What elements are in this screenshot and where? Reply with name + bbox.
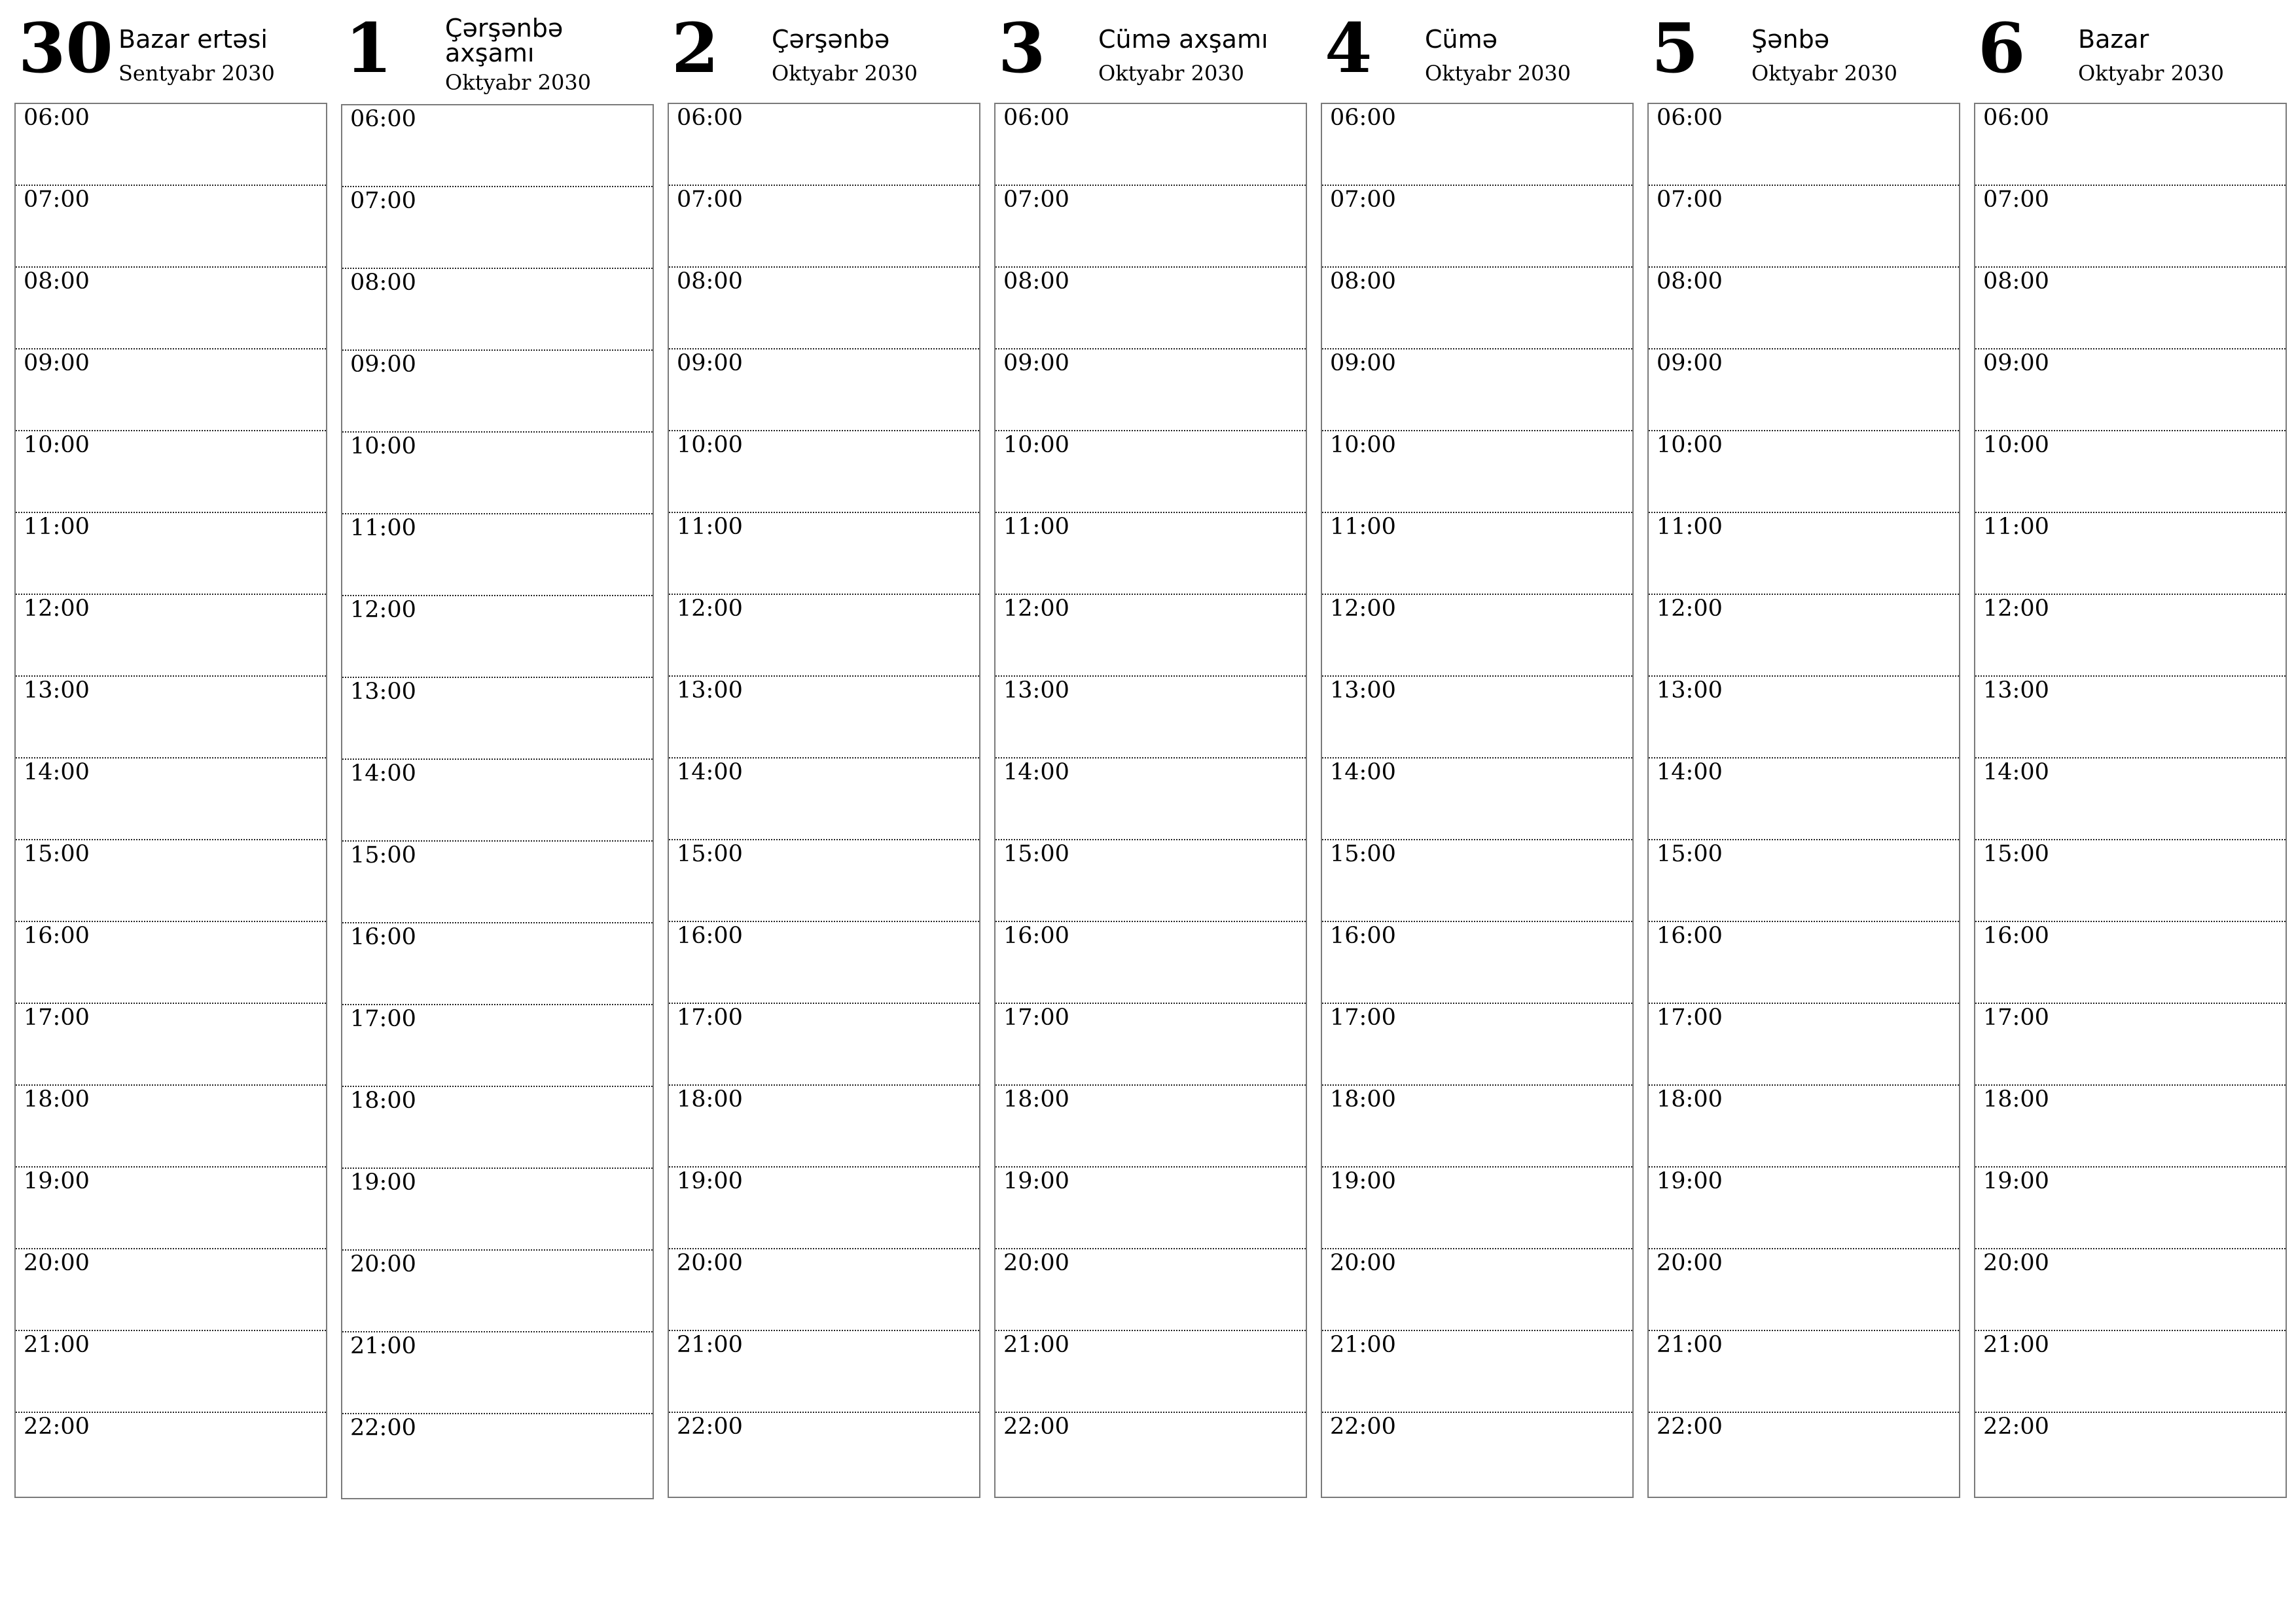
hour-slot <box>669 922 979 1004</box>
day-header <box>341 0 654 103</box>
hour-label: 06:00 <box>1330 105 1396 131</box>
hour-label: 14:00 <box>1657 759 1723 785</box>
hour-label: 14:00 <box>1003 759 1069 785</box>
hour-label: 15:00 <box>1657 841 1723 867</box>
hour-slot <box>1649 1168 1959 1249</box>
hour-slot <box>669 1249 979 1331</box>
hour-label: 21:00 <box>1657 1332 1723 1358</box>
hour-slot <box>996 104 1306 186</box>
hour-slot <box>342 1251 653 1332</box>
hour-slot <box>342 269 653 351</box>
day-header <box>668 0 980 103</box>
hour-label: 07:00 <box>677 187 743 213</box>
hour-label: 18:00 <box>1983 1086 2049 1113</box>
hour-label: 22:00 <box>24 1414 90 1440</box>
hour-label: 10:00 <box>350 433 416 459</box>
hour-slot <box>669 1004 979 1086</box>
hour-label: 20:00 <box>1330 1250 1396 1276</box>
hour-label: 13:00 <box>1330 677 1396 704</box>
hour-slot <box>1975 922 2286 1004</box>
day-number: 4 <box>1325 8 1372 88</box>
hour-slot <box>342 1414 653 1496</box>
day-name: Çərşənbə axşamı <box>445 14 564 67</box>
day-column-thursday <box>994 0 1307 1440</box>
day-column-sunday <box>1974 0 2287 1440</box>
hour-slot <box>996 758 1306 840</box>
hour-slot <box>996 1331 1306 1413</box>
hour-label: 16:00 <box>1657 923 1723 949</box>
hour-label: 20:00 <box>350 1251 416 1277</box>
hour-label: 07:00 <box>1657 187 1723 213</box>
hour-label: 13:00 <box>1657 677 1723 704</box>
hour-slot <box>669 840 979 922</box>
hour-label: 08:00 <box>350 270 416 296</box>
hour-slot <box>342 842 653 923</box>
day-header <box>14 0 327 103</box>
hour-slot <box>1975 1086 2286 1168</box>
hour-slot <box>1975 840 2286 922</box>
day-month: Oktyabr 2030 <box>2078 61 2225 86</box>
hour-slot <box>669 268 979 349</box>
hours-box <box>14 103 327 1498</box>
hour-label: 21:00 <box>1330 1332 1396 1358</box>
hour-slot <box>1649 1331 1959 1413</box>
hour-slot <box>1649 840 1959 922</box>
hour-slot <box>342 187 653 269</box>
hour-slot <box>1322 268 1632 349</box>
hour-label: 22:00 <box>1003 1414 1069 1440</box>
hour-label: 07:00 <box>1983 187 2049 213</box>
hour-label: 21:00 <box>1003 1332 1069 1358</box>
hour-label: 14:00 <box>677 759 743 785</box>
hour-label: 12:00 <box>350 597 416 623</box>
hour-label: 13:00 <box>677 677 743 704</box>
hour-label: 19:00 <box>1657 1168 1723 1194</box>
hour-label: 08:00 <box>24 268 90 294</box>
hour-slot <box>1649 186 1959 268</box>
hour-slot <box>16 1086 326 1168</box>
hour-label: 12:00 <box>1657 596 1723 622</box>
hour-slot <box>1649 268 1959 349</box>
hour-label: 21:00 <box>1983 1332 2049 1358</box>
hour-slot <box>996 840 1306 922</box>
day-month: Oktyabr 2030 <box>445 70 592 95</box>
hour-slot <box>996 922 1306 1004</box>
hour-label: 09:00 <box>1003 350 1069 376</box>
hour-label: 16:00 <box>677 923 743 949</box>
hour-label: 10:00 <box>24 432 90 458</box>
hour-label: 21:00 <box>350 1333 416 1359</box>
hour-slot <box>669 677 979 758</box>
hour-slot <box>996 268 1306 349</box>
hour-label: 17:00 <box>1983 1005 2049 1031</box>
hour-slot <box>1975 1004 2286 1086</box>
hour-slot <box>1649 595 1959 677</box>
hour-slot <box>1322 513 1632 595</box>
hour-slot <box>342 105 653 187</box>
hour-slot <box>342 596 653 678</box>
hour-label: 14:00 <box>1983 759 2049 785</box>
hour-label: 11:00 <box>1983 514 2049 540</box>
day-column-wednesday <box>668 0 980 1440</box>
hour-slot <box>1975 677 2286 758</box>
hour-slot <box>1649 1086 1959 1168</box>
hour-slot <box>1649 758 1959 840</box>
hour-label: 15:00 <box>350 842 416 868</box>
hour-slot <box>669 595 979 677</box>
day-header <box>994 0 1307 103</box>
hour-label: 09:00 <box>1983 350 2049 376</box>
hour-slot <box>1322 1413 1632 1495</box>
day-number: 6 <box>1978 8 2026 88</box>
hour-slot <box>1322 922 1632 1004</box>
hour-label: 15:00 <box>1983 841 2049 867</box>
hour-slot <box>1649 431 1959 513</box>
hour-slot <box>16 1249 326 1331</box>
hour-label: 10:00 <box>1983 432 2049 458</box>
hour-slot <box>1322 186 1632 268</box>
hours-box <box>341 104 654 1499</box>
hour-label: 07:00 <box>1330 187 1396 213</box>
hour-slot <box>1322 758 1632 840</box>
hour-slot <box>16 513 326 595</box>
hour-label: 17:00 <box>677 1005 743 1031</box>
hour-label: 18:00 <box>350 1088 416 1114</box>
hour-label: 09:00 <box>350 351 416 378</box>
hour-slot <box>342 678 653 760</box>
hour-slot <box>342 351 653 433</box>
day-name: Cümə <box>1425 25 1498 54</box>
hour-slot <box>669 1413 979 1495</box>
hour-slot <box>1649 349 1959 431</box>
hour-label: 10:00 <box>1330 432 1396 458</box>
hour-label: 18:00 <box>677 1086 743 1113</box>
hour-label: 12:00 <box>1003 596 1069 622</box>
hour-label: 11:00 <box>1330 514 1396 540</box>
hour-slot <box>342 1005 653 1087</box>
hour-slot <box>669 104 979 186</box>
hour-label: 10:00 <box>677 432 743 458</box>
hour-slot <box>1322 1168 1632 1249</box>
hour-slot <box>996 1168 1306 1249</box>
hour-slot <box>16 186 326 268</box>
hour-slot <box>1322 1086 1632 1168</box>
day-number: 2 <box>672 8 719 88</box>
day-number: 30 <box>18 8 113 88</box>
hour-slot <box>1975 431 2286 513</box>
hour-label: 13:00 <box>350 679 416 705</box>
hour-slot <box>669 349 979 431</box>
hour-label: 10:00 <box>1657 432 1723 458</box>
hour-slot <box>342 923 653 1005</box>
hour-label: 09:00 <box>1657 350 1723 376</box>
hour-label: 22:00 <box>350 1415 416 1441</box>
hour-slot <box>1975 1413 2286 1495</box>
hour-slot <box>996 1086 1306 1168</box>
hour-label: 17:00 <box>1657 1005 1723 1031</box>
hours-box <box>1647 103 1960 1498</box>
hour-slot <box>996 677 1306 758</box>
hour-label: 19:00 <box>350 1169 416 1196</box>
hour-label: 18:00 <box>1003 1086 1069 1113</box>
day-number: 1 <box>345 8 393 88</box>
hour-label: 14:00 <box>350 760 416 787</box>
hour-slot <box>669 758 979 840</box>
hour-slot <box>1649 1413 1959 1495</box>
hour-slot <box>1322 1004 1632 1086</box>
hour-label: 07:00 <box>24 187 90 213</box>
day-name: Çərşənbə <box>772 25 890 54</box>
hour-label: 08:00 <box>1657 268 1723 294</box>
hour-label: 10:00 <box>1003 432 1069 458</box>
hour-label: 08:00 <box>1003 268 1069 294</box>
hour-slot <box>16 349 326 431</box>
hour-slot <box>1649 1004 1959 1086</box>
day-name: Bazar ertəsi <box>118 25 268 54</box>
hour-label: 12:00 <box>1330 596 1396 622</box>
hour-label: 19:00 <box>1330 1168 1396 1194</box>
hour-label: 17:00 <box>350 1006 416 1032</box>
hour-slot <box>342 1332 653 1414</box>
hour-label: 09:00 <box>24 350 90 376</box>
hour-label: 19:00 <box>677 1168 743 1194</box>
day-column-tuesday <box>341 0 654 1441</box>
hour-label: 18:00 <box>1330 1086 1396 1113</box>
hour-slot <box>1649 104 1959 186</box>
hour-label: 20:00 <box>1003 1250 1069 1276</box>
hour-label: 17:00 <box>24 1005 90 1031</box>
hour-label: 19:00 <box>1983 1168 2049 1194</box>
hour-slot <box>1975 104 2286 186</box>
day-month: Oktyabr 2030 <box>772 61 918 86</box>
day-month: Oktyabr 2030 <box>1098 61 1245 86</box>
hour-label: 13:00 <box>24 677 90 704</box>
hour-slot <box>1649 1249 1959 1331</box>
hour-slot <box>1322 840 1632 922</box>
hour-label: 11:00 <box>1003 514 1069 540</box>
hour-slot <box>669 1168 979 1249</box>
hour-label: 19:00 <box>1003 1168 1069 1194</box>
hour-slot <box>1322 431 1632 513</box>
hour-label: 06:00 <box>1003 105 1069 131</box>
hour-label: 22:00 <box>1657 1414 1723 1440</box>
hour-slot <box>1975 758 2286 840</box>
day-number: 5 <box>1651 8 1699 88</box>
hour-slot <box>669 186 979 268</box>
hour-label: 09:00 <box>677 350 743 376</box>
day-name: Cümə axşamı <box>1098 25 1268 54</box>
hour-label: 21:00 <box>677 1332 743 1358</box>
hour-slot <box>1649 513 1959 595</box>
hour-slot <box>996 513 1306 595</box>
hours-box <box>668 103 980 1498</box>
hour-slot <box>16 104 326 186</box>
hour-label: 22:00 <box>1330 1414 1396 1440</box>
day-month: Oktyabr 2030 <box>1751 61 1898 86</box>
hour-label: 20:00 <box>1983 1250 2049 1276</box>
hour-slot <box>342 760 653 842</box>
hour-slot <box>1322 349 1632 431</box>
hour-label: 11:00 <box>1657 514 1723 540</box>
hour-label: 17:00 <box>1330 1005 1396 1031</box>
day-header <box>1321 0 1634 103</box>
hour-label: 12:00 <box>1983 596 2049 622</box>
hour-slot <box>16 1168 326 1249</box>
day-column-monday <box>14 0 327 1440</box>
hour-slot <box>669 431 979 513</box>
hour-slot <box>342 1169 653 1251</box>
hour-label: 06:00 <box>1657 105 1723 131</box>
hour-slot <box>1322 1249 1632 1331</box>
hour-label: 11:00 <box>24 514 90 540</box>
hour-slot <box>16 840 326 922</box>
hour-label: 13:00 <box>1983 677 2049 704</box>
hour-label: 16:00 <box>24 923 90 949</box>
hour-slot <box>342 1087 653 1169</box>
hour-label: 16:00 <box>1330 923 1396 949</box>
hour-slot <box>996 595 1306 677</box>
hour-slot <box>16 595 326 677</box>
hour-slot <box>16 431 326 513</box>
hour-label: 20:00 <box>24 1250 90 1276</box>
day-column-friday <box>1321 0 1634 1440</box>
hour-label: 15:00 <box>1330 841 1396 867</box>
day-month: Sentyabr 2030 <box>118 61 275 86</box>
hour-slot <box>342 514 653 596</box>
hours-box <box>1974 103 2287 1498</box>
hour-slot <box>1649 677 1959 758</box>
hour-slot <box>669 513 979 595</box>
day-header <box>1974 0 2287 103</box>
hour-label: 12:00 <box>24 596 90 622</box>
hour-slot <box>1975 513 2286 595</box>
hours-box <box>1321 103 1634 1498</box>
hour-slot <box>1975 1168 2286 1249</box>
hour-slot <box>1975 595 2286 677</box>
hour-label: 13:00 <box>1003 677 1069 704</box>
hour-label: 08:00 <box>1330 268 1396 294</box>
hour-slot <box>1322 1331 1632 1413</box>
hour-slot <box>1975 1249 2286 1331</box>
hour-label: 07:00 <box>350 188 416 214</box>
hour-slot <box>996 431 1306 513</box>
hour-slot <box>16 677 326 758</box>
hour-slot <box>1975 186 2286 268</box>
hour-slot <box>1322 104 1632 186</box>
hour-slot <box>996 349 1306 431</box>
hour-slot <box>996 1004 1306 1086</box>
hours-box <box>994 103 1307 1498</box>
hour-label: 15:00 <box>677 841 743 867</box>
hour-label: 15:00 <box>24 841 90 867</box>
hour-slot <box>1322 595 1632 677</box>
hour-label: 22:00 <box>677 1414 743 1440</box>
hour-slot <box>669 1331 979 1413</box>
hour-slot <box>1975 349 2286 431</box>
hour-slot <box>669 1086 979 1168</box>
hour-label: 11:00 <box>677 514 743 540</box>
hour-slot <box>1649 922 1959 1004</box>
hour-slot <box>1975 1331 2286 1413</box>
hour-label: 18:00 <box>1657 1086 1723 1113</box>
hour-label: 09:00 <box>1330 350 1396 376</box>
hour-label: 17:00 <box>1003 1005 1069 1031</box>
day-name: Şənbə <box>1751 25 1830 54</box>
hour-slot <box>16 922 326 1004</box>
hour-label: 06:00 <box>24 105 90 131</box>
hour-label: 11:00 <box>350 515 416 541</box>
hour-label: 16:00 <box>1983 923 2049 949</box>
hour-label: 18:00 <box>24 1086 90 1113</box>
hour-slot <box>16 758 326 840</box>
hour-label: 16:00 <box>350 924 416 950</box>
hour-slot <box>996 1413 1306 1495</box>
hour-label: 08:00 <box>1983 268 2049 294</box>
hour-slot <box>16 1413 326 1495</box>
hour-label: 06:00 <box>1983 105 2049 131</box>
hour-label: 06:00 <box>677 105 743 131</box>
hour-label: 22:00 <box>1983 1414 2049 1440</box>
hour-slot <box>996 1249 1306 1331</box>
hour-slot <box>1322 677 1632 758</box>
hour-label: 12:00 <box>677 596 743 622</box>
hour-slot <box>996 186 1306 268</box>
day-header <box>1647 0 1960 103</box>
hour-slot <box>16 1331 326 1413</box>
hour-slot <box>16 268 326 349</box>
day-column-saturday <box>1647 0 1960 1440</box>
hour-label: 07:00 <box>1003 187 1069 213</box>
hour-label: 21:00 <box>24 1332 90 1358</box>
hour-label: 06:00 <box>350 106 416 132</box>
hour-label: 16:00 <box>1003 923 1069 949</box>
hour-label: 14:00 <box>1330 759 1396 785</box>
hour-label: 19:00 <box>24 1168 90 1194</box>
hour-slot <box>1975 268 2286 349</box>
hour-label: 15:00 <box>1003 841 1069 867</box>
hour-label: 08:00 <box>677 268 743 294</box>
hour-slot <box>342 433 653 514</box>
day-month: Oktyabr 2030 <box>1425 61 1571 86</box>
day-number: 3 <box>998 8 1046 88</box>
hour-label: 20:00 <box>1657 1250 1723 1276</box>
day-name: Bazar <box>2078 25 2149 54</box>
hour-slot <box>16 1004 326 1086</box>
hour-label: 20:00 <box>677 1250 743 1276</box>
hour-label: 14:00 <box>24 759 90 785</box>
